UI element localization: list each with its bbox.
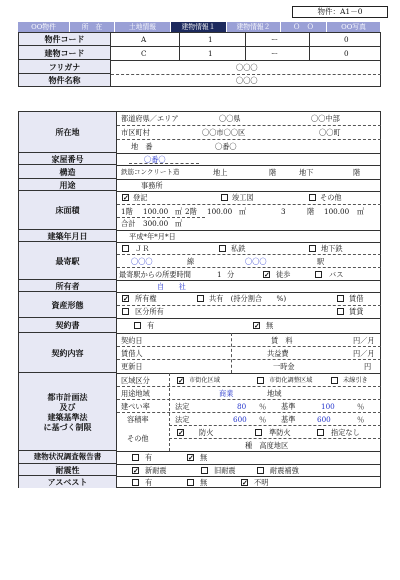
floor1-label: 1階 — [121, 207, 133, 216]
no-designation-label: 指定なし — [331, 428, 360, 437]
pref-value[interactable]: 〇〇県 — [219, 114, 241, 123]
pref-label: 都道府県／エリア — [121, 114, 179, 123]
structure-below: 地下 — [299, 168, 314, 177]
floor-area-label: 床面積 — [19, 191, 117, 230]
urban-area-label: 市街化区域 — [189, 377, 220, 384]
tab-other[interactable]: Ｏ Ｏ — [281, 22, 327, 32]
building-code-label: 建物コード — [19, 46, 111, 60]
asbestos-label: アスベスト — [19, 476, 117, 488]
use-area-value[interactable]: 商業 — [219, 389, 234, 398]
floor3-unit: ㎡ — [357, 207, 365, 216]
city-label: 市区町村 — [121, 128, 150, 137]
property-code-a[interactable]: A — [141, 35, 147, 44]
usage-value[interactable]: 事務所 — [141, 181, 163, 190]
unit-ownership-label: 区分所有 — [135, 307, 164, 316]
reinforced-checkbox[interactable] — [257, 467, 264, 474]
building-code-c[interactable]: 0 — [344, 49, 349, 58]
owner-value[interactable]: 自 社 — [157, 282, 186, 291]
far-legal-label: 法定 — [175, 415, 190, 424]
owner-label: 所有者 — [19, 280, 117, 292]
minutes-unit: 分 — [227, 270, 235, 279]
lease-checkbox[interactable] — [337, 295, 344, 302]
rent-label: 賃 料 — [271, 336, 293, 345]
contract-no-label: 無 — [266, 321, 274, 330]
station-suffix: 駅 — [317, 257, 325, 266]
minutes-value[interactable]: 1 — [217, 270, 222, 279]
tab-location[interactable]: 所 在 — [70, 22, 115, 32]
coverage-legal-label: 法定 — [175, 402, 190, 411]
common-fee-label: 共益費 — [267, 349, 289, 358]
control-area-label: 市街化調整区域 — [269, 377, 313, 384]
structure-floor: 階 — [269, 168, 277, 177]
total-value[interactable]: 300.00 — [143, 219, 169, 228]
far-base-value[interactable]: 600 — [317, 415, 331, 424]
rent-unit: 円／月 — [353, 336, 375, 345]
floor3-label: 3 — [281, 207, 286, 216]
asbestos-yes-label: 有 — [145, 478, 153, 487]
rental-label: 賃貸 — [349, 307, 364, 316]
asbestos-unknown-checkbox[interactable]: ✓ — [242, 478, 248, 487]
name-value[interactable]: 〇〇〇 — [236, 76, 258, 85]
asset-label: 資産形態 — [19, 292, 117, 318]
far-legal-pct: ％ — [259, 415, 267, 424]
structure-type[interactable]: 鉄筋コンクリート造 — [121, 168, 180, 176]
asbestos-no-checkbox[interactable] — [187, 479, 194, 486]
building-code-dash: ー — [271, 49, 279, 58]
far-label: 容積率 — [127, 415, 149, 424]
city-value[interactable]: 〇〇市〇〇区 — [202, 128, 246, 137]
structure-label: 構造 — [19, 165, 117, 179]
coverage-legal-value[interactable]: 80 — [237, 402, 247, 411]
private-rail-label: 私鉄 — [231, 244, 246, 253]
ownership-checkbox[interactable]: ✓ — [123, 294, 129, 303]
registered-label: 登記 — [133, 193, 148, 202]
common-fee-unit: 円／月 — [353, 349, 375, 358]
coverage-base-pct: ％ — [357, 402, 365, 411]
contract-yes-label: 有 — [147, 321, 155, 330]
coverage-legal-pct: ％ — [259, 402, 267, 411]
building-code-a[interactable]: C — [141, 49, 147, 58]
total-label: 合計 — [121, 219, 136, 228]
id-block — [18, 32, 381, 87]
bus-checkbox[interactable] — [315, 271, 322, 278]
built-label: 建築年月日 — [19, 230, 117, 242]
house-number-value[interactable]: 〇番〇 — [144, 155, 166, 164]
seismic-label: 耐震性 — [19, 464, 117, 476]
old-seismic-checkbox[interactable] — [201, 467, 208, 474]
line-value[interactable]: 〇〇〇 — [131, 257, 153, 266]
renewal-label: 更新日 — [121, 362, 143, 371]
contract-date-label: 契約日 — [121, 336, 143, 345]
height-district-label: 種 高度地区 — [245, 441, 289, 450]
semi-fire-label: 準防火 — [269, 428, 291, 437]
contract-detail-label: 契約内容 — [19, 333, 117, 373]
tab-building-2[interactable]: 建物情報２ — [227, 22, 281, 32]
total-unit: ㎡ — [175, 219, 183, 228]
new-seismic-label: 新耐震 — [145, 466, 167, 475]
coverage-base-value[interactable]: 100 — [321, 402, 335, 411]
contract-yes-checkbox[interactable] — [134, 322, 141, 329]
fire-label: 防火 — [199, 428, 214, 437]
other-area-checkbox[interactable] — [309, 194, 316, 201]
time-label: 最寄駅からの所要時間 — [119, 270, 191, 279]
rental-checkbox[interactable] — [337, 308, 344, 315]
inspection-label: 建物状況調査報告書 — [19, 451, 117, 464]
line-suffix: 線 — [187, 257, 195, 266]
lessee-label: 賃借人 — [121, 349, 143, 358]
tab-land[interactable]: 土地情報 — [115, 22, 171, 32]
bus-label: バス — [329, 270, 344, 279]
town-value[interactable]: 〇〇町 — [319, 128, 341, 137]
property-code-b[interactable]: 1 — [208, 35, 213, 44]
floor1-value[interactable]: 100.00 — [143, 207, 169, 216]
inspection-yes-label: 有 — [145, 453, 153, 462]
zoning-label: 都市計画法 及び 建築基準法 に基づく制限 — [19, 373, 117, 451]
completion-drawing-label: 竣工図 — [232, 193, 254, 202]
inspection-yes-checkbox[interactable] — [132, 454, 139, 461]
main-table — [18, 111, 381, 488]
area-word: 地域 — [267, 389, 282, 398]
other-area-label: その他 — [320, 193, 342, 202]
new-seismic-checkbox[interactable]: ✓ — [133, 466, 139, 475]
asbestos-yes-checkbox[interactable] — [132, 479, 139, 486]
station-value[interactable]: 〇〇〇 — [245, 257, 267, 266]
furigana-label: フリガナ — [19, 60, 111, 74]
other-restrictions-label: その他 — [127, 434, 149, 443]
floor1-unit: ㎡ — [175, 207, 183, 216]
inspection-no-checkbox[interactable]: ✓ — [188, 453, 194, 462]
built-value[interactable]: 平成*年*月*日 — [129, 232, 176, 241]
far-legal-value[interactable]: 600 — [233, 415, 247, 424]
contract-label: 契約書 — [19, 318, 117, 333]
private-rail-checkbox[interactable] — [219, 245, 226, 252]
floor2-label: 2階 — [185, 207, 197, 216]
semi-fire-checkbox[interactable] — [255, 429, 262, 436]
control-area-checkbox[interactable] — [257, 377, 264, 384]
inspection-no-label: 無 — [200, 453, 208, 462]
coverage-base-label: 基準 — [281, 402, 296, 411]
floor2-unit: ㎡ — [239, 207, 247, 216]
jr-checkbox[interactable] — [122, 245, 129, 252]
old-seismic-label: 旧耐震 — [214, 466, 236, 475]
walk-label: 徒歩 — [276, 270, 291, 279]
floor2-value[interactable]: 100.00 — [207, 207, 233, 216]
location-label: 所在地 — [19, 112, 117, 153]
registered-checkbox[interactable]: ✓ — [123, 193, 129, 202]
floor3-value[interactable]: 100.00 — [324, 207, 350, 216]
use-area-label: 用途地域 — [121, 389, 150, 398]
far-base-label: 基準 — [281, 415, 296, 424]
division-label: 区域区分 — [121, 376, 150, 385]
jr-label: ＪＲ — [135, 244, 150, 253]
coverage-label: 建ぺい率 — [121, 402, 150, 411]
property-label: 物件：A1－0 — [317, 7, 363, 16]
ownership-label: 所有権 — [135, 294, 157, 303]
structure-floor-below: 階 — [353, 168, 361, 177]
lump-sum-unit: 円 — [364, 362, 372, 371]
reinforced-label: 耐震補強 — [270, 466, 299, 475]
subway-label: 地下鉄 — [321, 244, 343, 253]
property-label-box — [292, 6, 388, 18]
property-code-dash: ー — [271, 35, 279, 44]
area-value[interactable]: 〇〇中部 — [311, 114, 340, 123]
far-base-pct: ％ — [357, 415, 365, 424]
structure-above: 地上 — [213, 168, 228, 177]
name-label: 物件名称 — [19, 74, 111, 86]
property-code-label: 物件コード — [19, 33, 111, 46]
asbestos-unknown-label: 不明 — [254, 478, 269, 487]
furigana-value[interactable]: 〇〇〇 — [236, 63, 258, 72]
fire-checkbox[interactable]: ✓ — [178, 428, 184, 437]
completion-drawing-checkbox[interactable] — [221, 194, 228, 201]
tab-building-1[interactable]: 建物情報１ — [171, 22, 227, 32]
co-ownership-label: 共有 (持分割合 %) — [209, 294, 287, 303]
lot-label: 地 番 — [131, 142, 153, 151]
co-ownership-checkbox[interactable] — [197, 295, 204, 302]
undrawn-checkbox[interactable] — [331, 377, 338, 384]
tab-photos[interactable]: OO写真 — [327, 22, 381, 32]
station-label: 最寄駅 — [19, 242, 117, 280]
no-designation-checkbox[interactable] — [317, 429, 324, 436]
undrawn-label: 未線引き — [343, 377, 368, 384]
urban-area-checkbox[interactable]: ✓ — [178, 376, 184, 385]
subway-checkbox[interactable] — [309, 245, 316, 252]
unit-ownership-checkbox[interactable] — [122, 308, 129, 315]
lease-label: 賃借 — [349, 294, 364, 303]
lot-value[interactable]: 〇番〇 — [215, 142, 237, 151]
house-number-label: 家屋番号 — [19, 153, 117, 165]
contract-no-checkbox[interactable]: ✓ — [254, 321, 260, 330]
floor3-suffix: 階 — [307, 207, 315, 216]
walk-checkbox[interactable]: ✓ — [264, 270, 270, 279]
building-code-b[interactable]: 1 — [208, 49, 213, 58]
property-code-c[interactable]: 0 — [344, 35, 349, 44]
lump-sum-label: 一時金 — [273, 362, 295, 371]
asbestos-no-label: 無 — [200, 478, 208, 487]
tab-overview[interactable]: OO物件 — [18, 22, 70, 32]
usage-label: 用途 — [19, 179, 117, 191]
